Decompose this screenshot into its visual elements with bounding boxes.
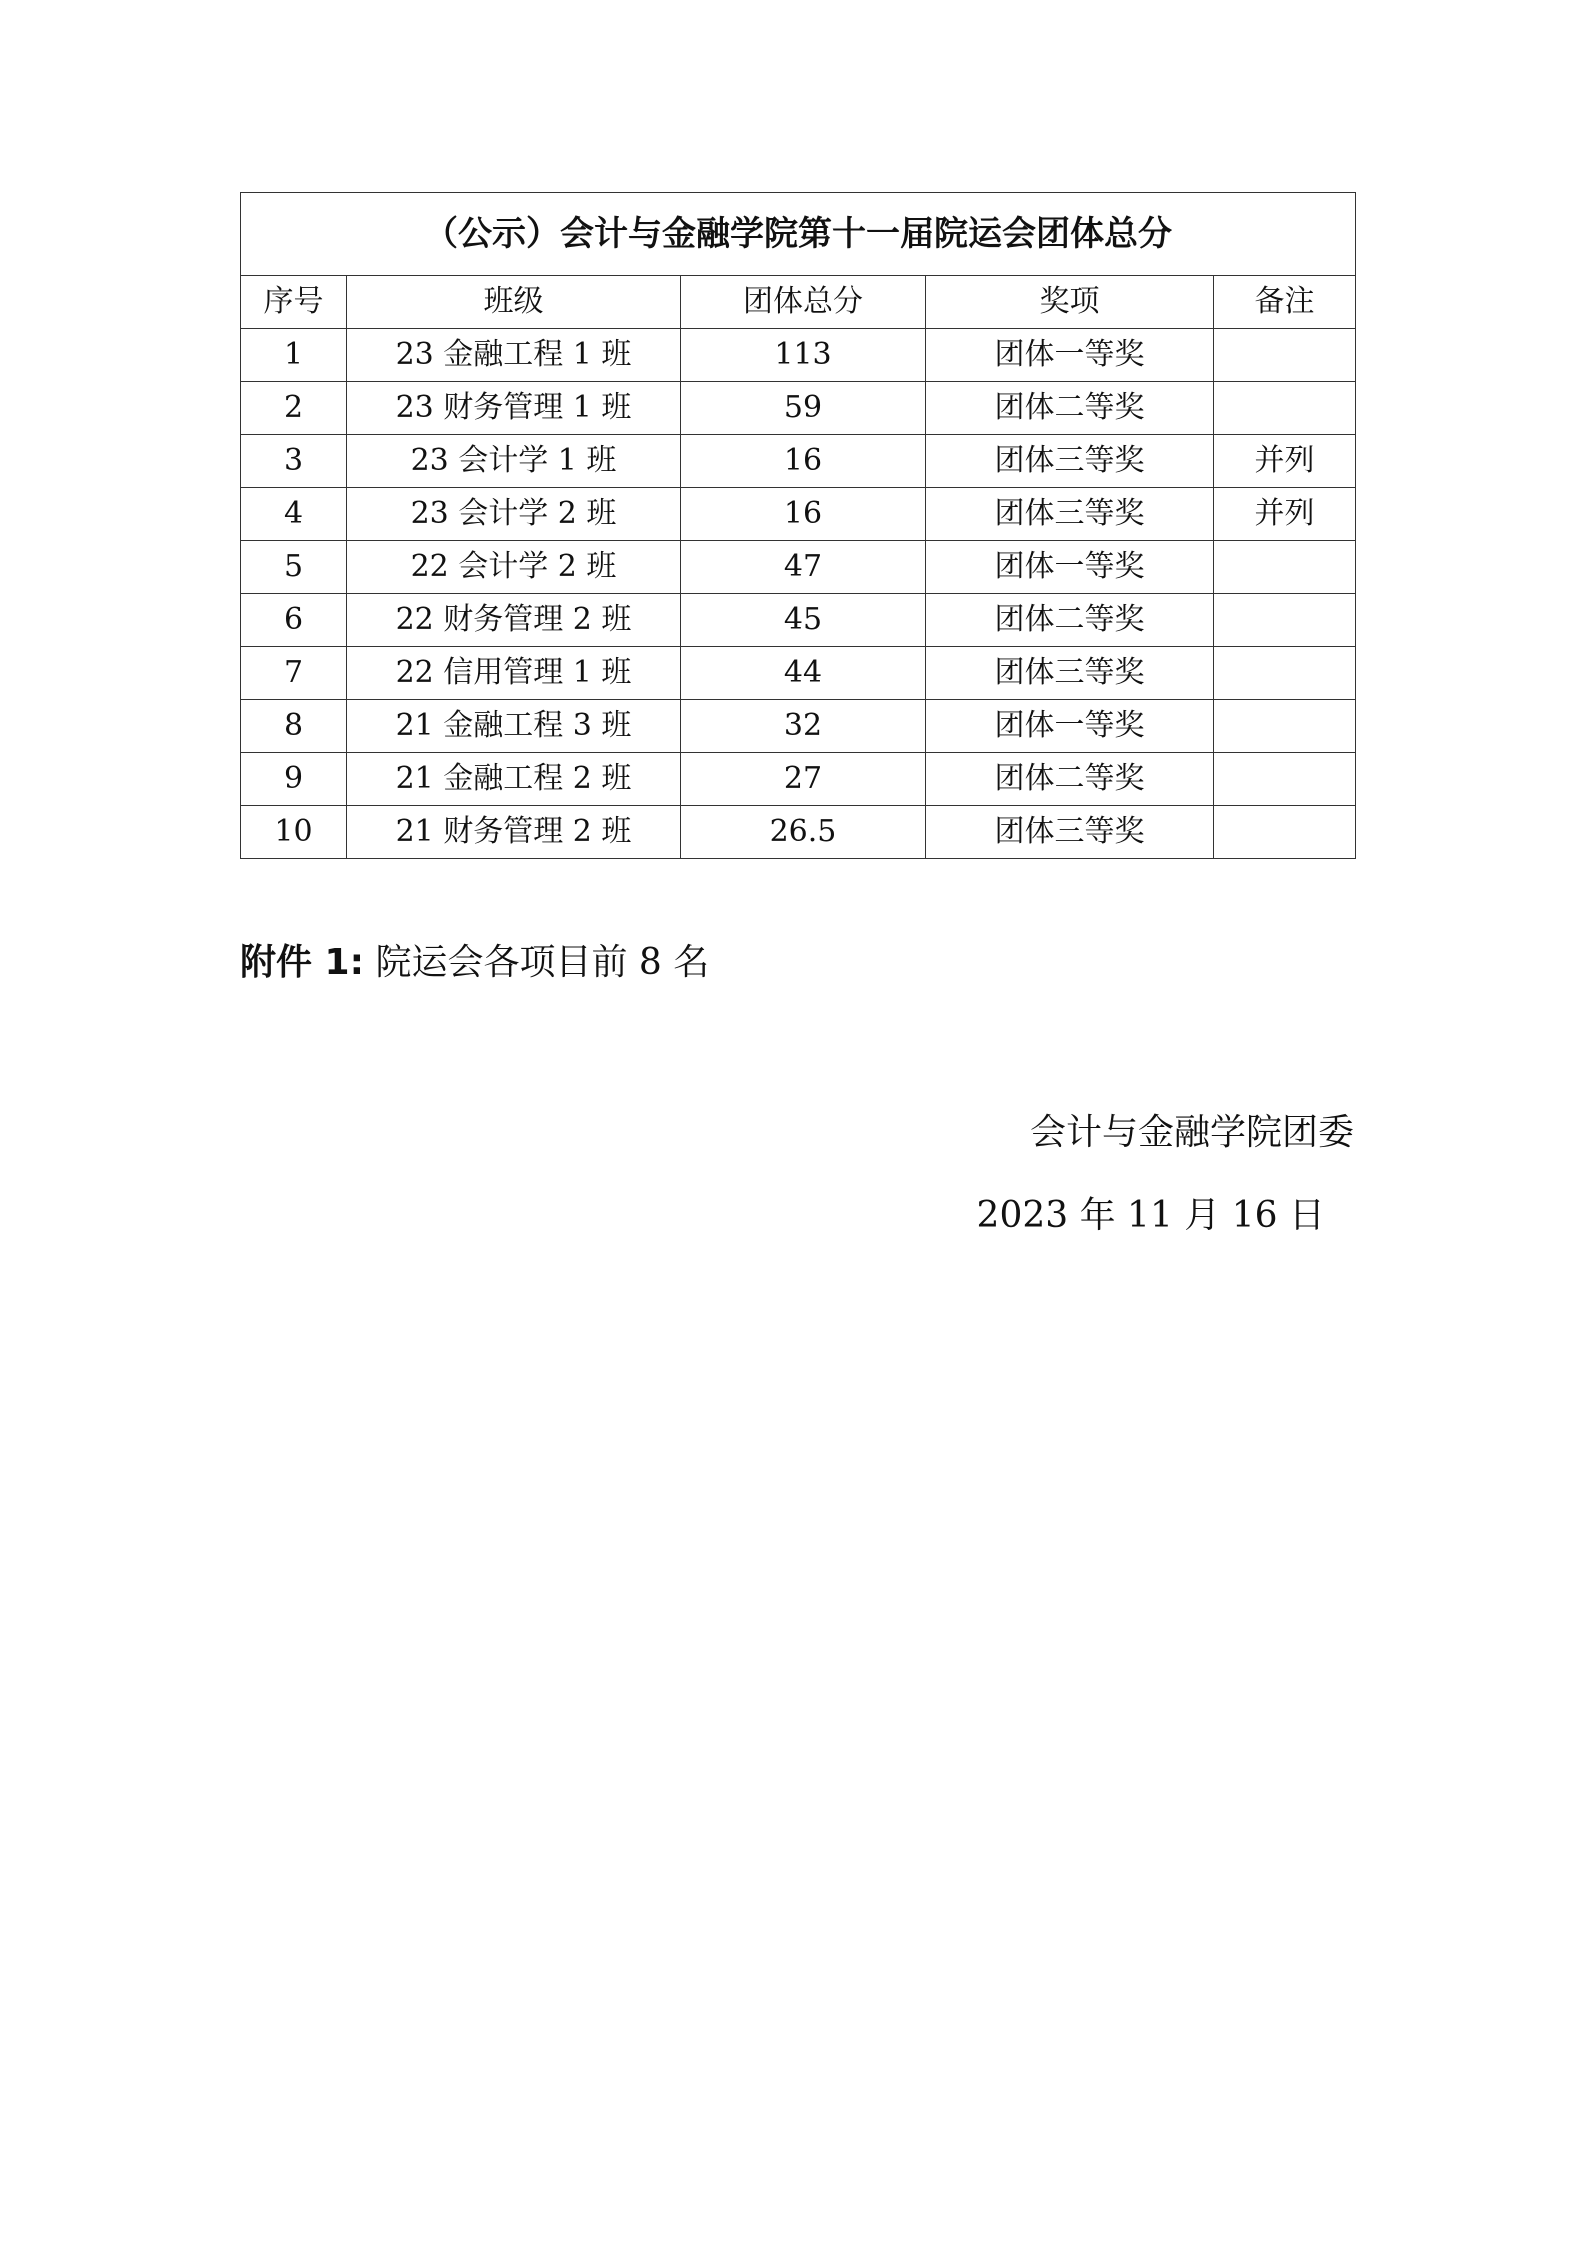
cell-class: 22 信用管理 1 班 bbox=[347, 647, 681, 700]
table-row bbox=[241, 753, 1356, 806]
table-row bbox=[241, 329, 1356, 382]
cell-index: 5 bbox=[241, 541, 347, 594]
cell-award: 团体二等奖 bbox=[926, 753, 1214, 806]
table-title: （公示）会计与金融学院第十一届院运会团体总分 bbox=[241, 193, 1356, 276]
header-index: 序号 bbox=[241, 276, 347, 329]
table-row bbox=[241, 806, 1356, 859]
cell-index: 7 bbox=[241, 647, 347, 700]
cell-award: 团体二等奖 bbox=[926, 594, 1214, 647]
cell-remark bbox=[1214, 753, 1356, 806]
cell-total-score: 44 bbox=[681, 647, 926, 700]
cell-award: 团体三等奖 bbox=[926, 435, 1214, 488]
table-row bbox=[241, 382, 1356, 435]
table-row bbox=[241, 541, 1356, 594]
cell-remark: 并列 bbox=[1214, 435, 1356, 488]
signature-date: 2023 年 11 月 16 日 bbox=[976, 1195, 1325, 1236]
cell-award: 团体二等奖 bbox=[926, 382, 1214, 435]
table-header-row bbox=[241, 276, 1356, 329]
header-award: 奖项 bbox=[926, 276, 1214, 329]
cell-total-score: 59 bbox=[681, 382, 926, 435]
cell-award: 团体一等奖 bbox=[926, 541, 1214, 594]
cell-index: 1 bbox=[241, 329, 347, 382]
table-title-row bbox=[241, 193, 1356, 276]
cell-award: 团体三等奖 bbox=[926, 806, 1214, 859]
cell-total-score: 45 bbox=[681, 594, 926, 647]
cell-index: 8 bbox=[241, 700, 347, 753]
cell-award: 团体三等奖 bbox=[926, 647, 1214, 700]
header-total-score: 团体总分 bbox=[681, 276, 926, 329]
attachment-text: 院运会各项目前 8 名 bbox=[375, 942, 710, 983]
cell-award: 团体一等奖 bbox=[926, 700, 1214, 753]
cell-class: 22 财务管理 2 班 bbox=[347, 594, 681, 647]
cell-total-score: 26.5 bbox=[681, 806, 926, 859]
cell-index: 9 bbox=[241, 753, 347, 806]
cell-remark bbox=[1214, 541, 1356, 594]
cell-remark bbox=[1214, 806, 1356, 859]
cell-class: 23 会计学 2 班 bbox=[347, 488, 681, 541]
cell-total-score: 47 bbox=[681, 541, 926, 594]
header-remark: 备注 bbox=[1214, 276, 1356, 329]
table-row bbox=[241, 435, 1356, 488]
table-row bbox=[241, 647, 1356, 700]
cell-class: 21 金融工程 2 班 bbox=[347, 753, 681, 806]
cell-remark bbox=[1214, 647, 1356, 700]
cell-total-score: 113 bbox=[681, 329, 926, 382]
table-row bbox=[241, 488, 1356, 541]
cell-class: 23 会计学 1 班 bbox=[347, 435, 681, 488]
cell-class: 22 会计学 2 班 bbox=[347, 541, 681, 594]
cell-index: 10 bbox=[241, 806, 347, 859]
cell-remark bbox=[1214, 329, 1356, 382]
cell-index: 3 bbox=[241, 435, 347, 488]
cell-total-score: 27 bbox=[681, 753, 926, 806]
cell-total-score: 16 bbox=[681, 435, 926, 488]
table-row bbox=[241, 700, 1356, 753]
table-row bbox=[241, 594, 1356, 647]
cell-remark: 并列 bbox=[1214, 488, 1356, 541]
cell-class: 21 财务管理 2 班 bbox=[347, 806, 681, 859]
cell-total-score: 32 bbox=[681, 700, 926, 753]
attachment-label: 附件 1: bbox=[240, 942, 364, 983]
signature-organization: 会计与金融学院团委 bbox=[1029, 1112, 1354, 1153]
cell-class: 23 财务管理 1 班 bbox=[347, 382, 681, 435]
cell-award: 团体一等奖 bbox=[926, 329, 1214, 382]
cell-class: 23 金融工程 1 班 bbox=[347, 329, 681, 382]
cell-award: 团体三等奖 bbox=[926, 488, 1214, 541]
attachment-note bbox=[240, 935, 709, 991]
cell-index: 4 bbox=[241, 488, 347, 541]
cell-remark bbox=[1214, 382, 1356, 435]
cell-remark bbox=[1214, 700, 1356, 753]
cell-total-score: 16 bbox=[681, 488, 926, 541]
cell-index: 2 bbox=[241, 382, 347, 435]
cell-remark bbox=[1214, 594, 1356, 647]
cell-class: 21 金融工程 3 班 bbox=[347, 700, 681, 753]
cell-index: 6 bbox=[241, 594, 347, 647]
header-class: 班级 bbox=[347, 276, 681, 329]
score-table bbox=[240, 192, 1356, 859]
